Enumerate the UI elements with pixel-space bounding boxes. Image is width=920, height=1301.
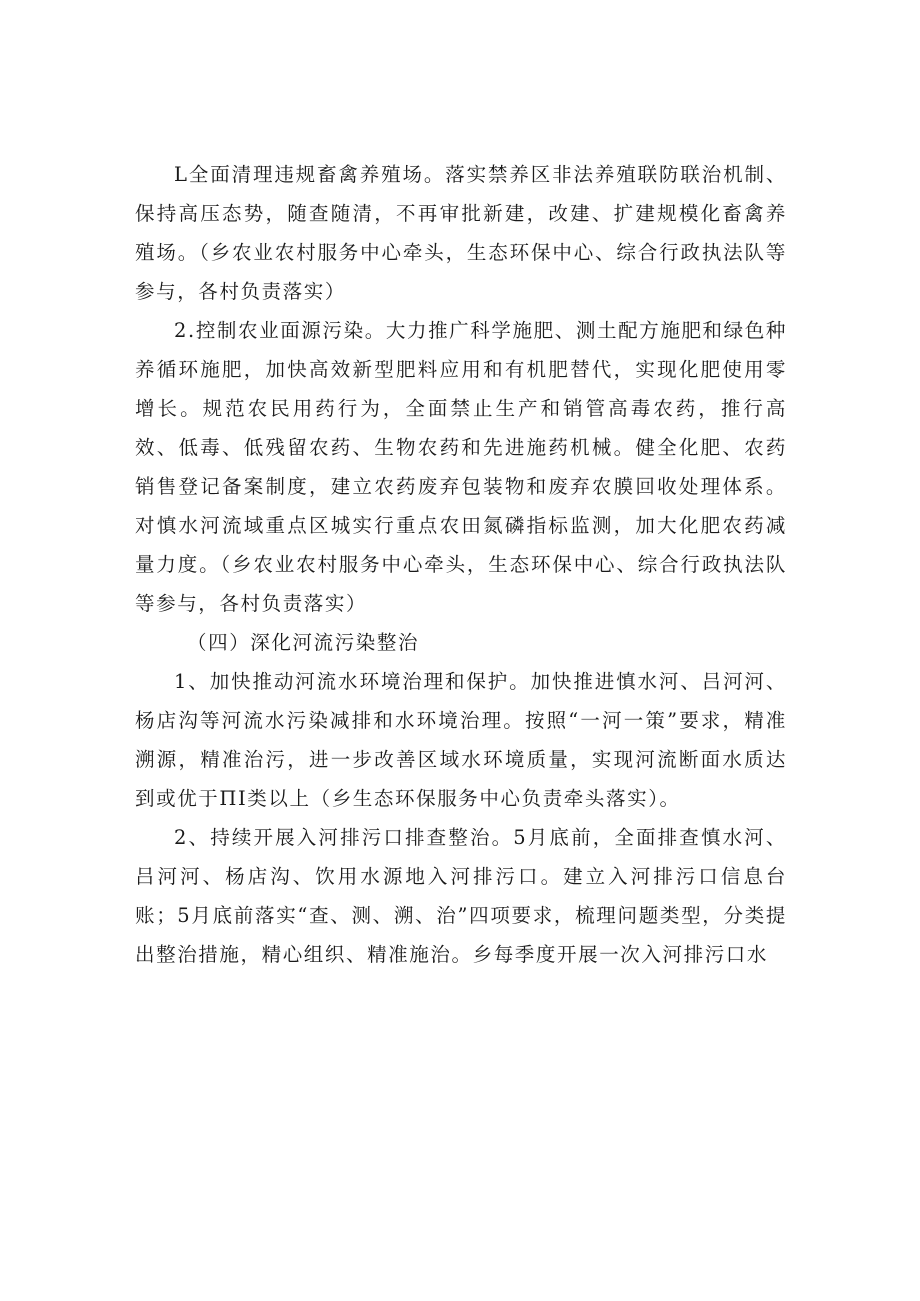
heading-text: （四）深化河流污染整治 <box>187 631 420 654</box>
paragraph-text: 1、加快推动河流水环境治理和保护。加快推进慎水河、吕河河、杨店沟等河流水污染减排和水环境治理。按照“一河一策”要求，精准溯源，精准治污，进一步改善区域水环境质量，实现河流断面水质达到或优于ΠI类以上（乡生态环保服务中心负责牵头落实）。 <box>135 670 787 810</box>
document-body <box>135 155 787 974</box>
paragraph-agricultural-pollution <box>135 311 787 623</box>
paragraph-livestock-cleanup <box>135 155 787 311</box>
paragraph-outfall-inspection <box>135 818 787 974</box>
paragraph-text: 2.控制农业面源污染。大力推广科学施肥、测土配方施肥和绿色种养循环施肥，加快高效新型肥料应用和有机肥替代，实现化肥使用零增长。规范农民用药行为，全面禁止生产和销管高毒农药，推行高效、低毒、低残留农药、生物农药和先进施药机械。健全化肥、农药销售登记备案制度，建立农药废弃包装物和废弃农膜回收处理体系。对慎水河流域重点区城实行重点农田氮磷指标监测，加大化肥农药减量力度。（乡农业农村服务中心牵头，生态环保中心、综合行政执法队等参与，各村负责落实） <box>135 319 787 615</box>
section-heading <box>135 623 787 662</box>
paragraph-text: L全面清理违规畜禽养殖场。落实禁养区非法养殖联防联治机制、保持高压态势，随查随清，不再审批新建，改建、扩建规模化畜禽养殖场。（乡农业农村服务中心牵头，生态环保中心、综合行政执法队等参与，各村负责落实） <box>135 163 787 303</box>
paragraph-text: 2、持续开展入河排污口排查整治。5月底前，全面排查慎水河、吕河河、杨店沟、饮用水源地入河排污口。建立入河排污口信息台账；5月底前落实“查、测、溯、治”四项要求，梳理问题类型，分类提出整治措施，精心组织、精准施治。乡每季度开展一次入河排污口水 <box>135 826 787 966</box>
paragraph-river-governance <box>135 662 787 818</box>
